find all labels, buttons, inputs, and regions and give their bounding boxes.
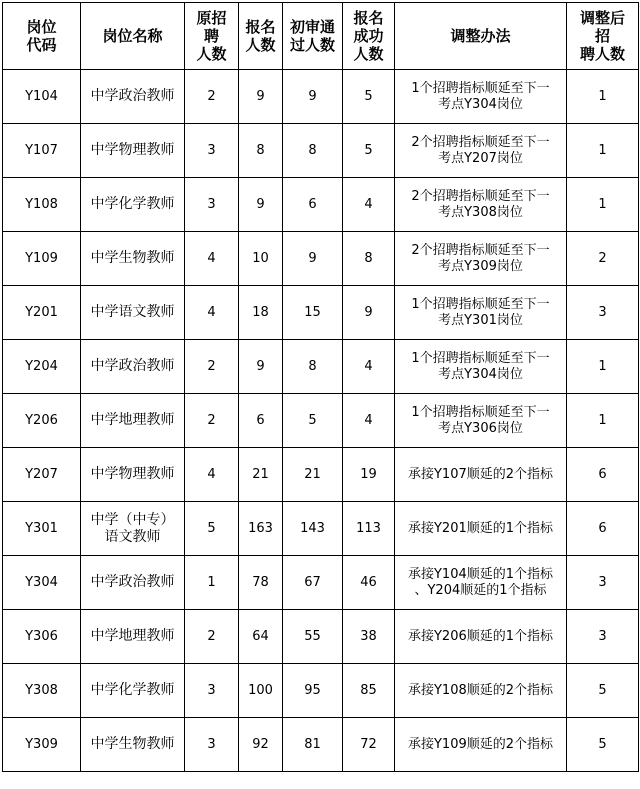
- header-applied: [239, 3, 283, 70]
- cell-position-name: [81, 340, 185, 394]
- cell-position-code: Y201: [3, 286, 81, 340]
- cell-applied-count: 8: [239, 124, 283, 178]
- cell-applied-count: 64: [239, 610, 283, 664]
- cell-adjusted-quota: 1: [567, 394, 639, 448]
- cell-applied-count: 10: [239, 232, 283, 286]
- header-orig-line: 聘: [203, 27, 219, 45]
- cell-adjusted-quota: 1: [567, 340, 639, 394]
- cell-adjust-method-line: 1个招聘指标顺延至下一: [411, 350, 550, 366]
- cell-adjust-method: [395, 232, 567, 286]
- header-adjusted-line: 调整后: [579, 9, 625, 27]
- cell-position-name-line: 中学生物教师: [90, 736, 175, 752]
- cell-position-code: Y304: [3, 556, 81, 610]
- cell-adjust-method-line: 1个招聘指标顺延至下一: [411, 404, 550, 420]
- cell-success-count: 4: [343, 340, 395, 394]
- cell-position-name: [81, 664, 185, 718]
- header-code-line: 岗位: [26, 18, 57, 36]
- cell-passed-count: 21: [283, 448, 343, 502]
- table-header-row: [3, 3, 639, 70]
- cell-position-name-line: 中学语文教师: [90, 304, 175, 320]
- cell-original-quota: 3: [185, 664, 239, 718]
- header-code: [3, 3, 81, 70]
- cell-original-quota: 4: [185, 232, 239, 286]
- cell-applied-count: 9: [239, 70, 283, 124]
- cell-adjust-method-line: 考点Y308岗位: [438, 204, 523, 220]
- cell-position-name: [81, 70, 185, 124]
- cell-position-name: [81, 448, 185, 502]
- cell-passed-count: 6: [283, 178, 343, 232]
- cell-position-name: [81, 286, 185, 340]
- cell-adjust-method: [395, 286, 567, 340]
- cell-adjust-method-line: 考点Y207岗位: [438, 150, 523, 166]
- recruitment-adjustment-table: [2, 2, 639, 772]
- cell-passed-count: 15: [283, 286, 343, 340]
- cell-adjusted-quota: 5: [567, 664, 639, 718]
- cell-position-name: [81, 556, 185, 610]
- table-row: [3, 124, 639, 178]
- cell-position-name-line: 中学生物教师: [90, 250, 175, 266]
- cell-passed-count: 143: [283, 502, 343, 556]
- cell-original-quota: 2: [185, 394, 239, 448]
- cell-original-quota: 2: [185, 70, 239, 124]
- cell-success-count: 113: [343, 502, 395, 556]
- table-row: [3, 340, 639, 394]
- cell-adjust-method-line: 2个招聘指标顺延至下一: [411, 134, 550, 150]
- cell-adjust-method-line: 承接Y206顺延的1个指标: [407, 628, 554, 644]
- cell-applied-count: 9: [239, 340, 283, 394]
- table-row: [3, 394, 639, 448]
- cell-success-count: 4: [343, 394, 395, 448]
- cell-position-code: Y301: [3, 502, 81, 556]
- cell-success-count: 4: [343, 178, 395, 232]
- cell-success-count: 8: [343, 232, 395, 286]
- cell-adjusted-quota: 6: [567, 448, 639, 502]
- cell-adjusted-quota: 3: [567, 286, 639, 340]
- header-success-line: 成功: [353, 27, 384, 45]
- header-orig-line: 原招: [196, 9, 227, 27]
- cell-success-count: 9: [343, 286, 395, 340]
- cell-position-name-line: 中学政治教师: [90, 88, 175, 104]
- cell-original-quota: 1: [185, 556, 239, 610]
- cell-position-code: Y206: [3, 394, 81, 448]
- cell-original-quota: 2: [185, 610, 239, 664]
- cell-applied-count: 6: [239, 394, 283, 448]
- cell-adjust-method-line: 2个招聘指标顺延至下一: [411, 188, 550, 204]
- cell-adjust-method-line: 承接Y108顺延的2个指标: [407, 682, 554, 698]
- cell-applied-count: 21: [239, 448, 283, 502]
- cell-position-name-line: 中学（中专）: [90, 511, 175, 528]
- cell-adjust-method-line: 1个招聘指标顺延至下一: [411, 296, 550, 312]
- cell-success-count: 85: [343, 664, 395, 718]
- cell-position-code: Y108: [3, 178, 81, 232]
- cell-original-quota: 4: [185, 286, 239, 340]
- cell-position-name-line: 中学物理教师: [90, 466, 175, 482]
- cell-original-quota: 3: [185, 718, 239, 772]
- cell-adjust-method: [395, 502, 567, 556]
- cell-applied-count: 163: [239, 502, 283, 556]
- cell-adjust-method: [395, 124, 567, 178]
- cell-passed-count: 8: [283, 340, 343, 394]
- cell-position-code: Y207: [3, 448, 81, 502]
- cell-adjust-method: [395, 70, 567, 124]
- table-row: [3, 448, 639, 502]
- cell-adjust-method: [395, 448, 567, 502]
- cell-adjust-method: [395, 394, 567, 448]
- header-success-line: 报名: [353, 9, 384, 27]
- header-method-line: 调整办法: [450, 27, 511, 45]
- cell-position-name: [81, 124, 185, 178]
- header-orig-line: 人数: [196, 45, 227, 63]
- cell-position-code: Y204: [3, 340, 81, 394]
- table-row: [3, 232, 639, 286]
- cell-position-name: [81, 610, 185, 664]
- cell-adjusted-quota: 1: [567, 70, 639, 124]
- cell-adjust-method: [395, 340, 567, 394]
- table-row: [3, 178, 639, 232]
- cell-adjusted-quota: 1: [567, 124, 639, 178]
- table-row: [3, 664, 639, 718]
- cell-adjust-method: [395, 664, 567, 718]
- header-passed-review: [283, 3, 343, 70]
- cell-success-count: 5: [343, 124, 395, 178]
- cell-applied-count: 100: [239, 664, 283, 718]
- cell-position-name-line: 中学地理教师: [90, 628, 175, 644]
- cell-adjusted-quota: 1: [567, 178, 639, 232]
- cell-adjusted-quota: 5: [567, 718, 639, 772]
- cell-adjust-method: [395, 556, 567, 610]
- cell-success-count: 46: [343, 556, 395, 610]
- cell-adjust-method-line: 1个招聘指标顺延至下一: [411, 80, 550, 96]
- cell-applied-count: 18: [239, 286, 283, 340]
- header-original-quota: [185, 3, 239, 70]
- cell-position-name-line: 中学物理教师: [90, 142, 175, 158]
- header-code-line: 代码: [26, 36, 57, 54]
- cell-position-name: [81, 502, 185, 556]
- cell-position-code: Y107: [3, 124, 81, 178]
- cell-position-code: Y309: [3, 718, 81, 772]
- cell-position-name: [81, 178, 185, 232]
- cell-passed-count: 9: [283, 70, 343, 124]
- cell-original-quota: 3: [185, 178, 239, 232]
- cell-adjust-method-line: 考点Y306岗位: [438, 420, 523, 436]
- cell-position-code: Y306: [3, 610, 81, 664]
- cell-adjust-method-line: 考点Y301岗位: [438, 312, 523, 328]
- cell-adjusted-quota: 3: [567, 556, 639, 610]
- cell-adjust-method-line: 考点Y304岗位: [438, 96, 523, 112]
- cell-adjusted-quota: 6: [567, 502, 639, 556]
- cell-passed-count: 95: [283, 664, 343, 718]
- cell-passed-count: 55: [283, 610, 343, 664]
- table-row: [3, 718, 639, 772]
- cell-adjust-method: [395, 718, 567, 772]
- header-applied-line: 人数: [245, 36, 276, 54]
- cell-adjusted-quota: 3: [567, 610, 639, 664]
- table-body: [3, 70, 639, 772]
- header-adjusted-quota: [567, 3, 639, 70]
- cell-adjusted-quota: 2: [567, 232, 639, 286]
- header-name: [81, 3, 185, 70]
- cell-position-name-line: 中学化学教师: [90, 196, 175, 212]
- cell-adjust-method-line: 考点Y309岗位: [438, 258, 523, 274]
- cell-success-count: 38: [343, 610, 395, 664]
- header-method: [395, 3, 567, 70]
- cell-position-code: Y104: [3, 70, 81, 124]
- cell-passed-count: 8: [283, 124, 343, 178]
- cell-position-code: Y308: [3, 664, 81, 718]
- header-success-line: 人数: [353, 45, 384, 63]
- cell-original-quota: 4: [185, 448, 239, 502]
- cell-position-name: [81, 232, 185, 286]
- cell-success-count: 19: [343, 448, 395, 502]
- cell-adjust-method-line: 考点Y304岗位: [438, 366, 523, 382]
- header-applied-line: 报名: [245, 18, 276, 36]
- table-row: [3, 70, 639, 124]
- cell-applied-count: 92: [239, 718, 283, 772]
- cell-position-name-line: 中学政治教师: [90, 574, 175, 590]
- header-passed-line: 初审通: [289, 18, 335, 36]
- cell-position-name: [81, 718, 185, 772]
- table-row: [3, 610, 639, 664]
- cell-passed-count: 81: [283, 718, 343, 772]
- cell-passed-count: 5: [283, 394, 343, 448]
- cell-position-name-line: 中学化学教师: [90, 682, 175, 698]
- header-name-line: 岗位名称: [102, 27, 163, 45]
- cell-adjust-method-line: 承接Y107顺延的2个指标: [407, 466, 554, 482]
- cell-applied-count: 78: [239, 556, 283, 610]
- cell-adjust-method-line: 承接Y109顺延的2个指标: [407, 736, 554, 752]
- header-success: [343, 3, 395, 70]
- cell-adjust-method-line: 、Y204顺延的1个指标: [414, 582, 547, 598]
- header-adjusted-line: 招: [594, 27, 610, 45]
- table-row: [3, 556, 639, 610]
- cell-success-count: 72: [343, 718, 395, 772]
- cell-original-quota: 3: [185, 124, 239, 178]
- cell-position-name-line: 中学地理教师: [90, 412, 175, 428]
- cell-applied-count: 9: [239, 178, 283, 232]
- table-row: [3, 286, 639, 340]
- cell-adjust-method-line: 2个招聘指标顺延至下一: [411, 242, 550, 258]
- cell-passed-count: 67: [283, 556, 343, 610]
- cell-adjust-method-line: 承接Y104顺延的1个指标: [407, 566, 554, 582]
- cell-position-name-line: 语文教师: [104, 528, 161, 545]
- header-passed-line: 过人数: [289, 36, 335, 54]
- table-row: [3, 502, 639, 556]
- cell-position-name-line: 中学政治教师: [90, 358, 175, 374]
- header-adjusted-line: 聘人数: [579, 45, 625, 63]
- cell-adjust-method: [395, 610, 567, 664]
- cell-passed-count: 9: [283, 232, 343, 286]
- cell-position-code: Y109: [3, 232, 81, 286]
- cell-original-quota: 2: [185, 340, 239, 394]
- cell-position-name: [81, 394, 185, 448]
- cell-adjust-method-line: 承接Y201顺延的1个指标: [407, 520, 554, 536]
- cell-adjust-method: [395, 178, 567, 232]
- cell-success-count: 5: [343, 70, 395, 124]
- cell-original-quota: 5: [185, 502, 239, 556]
